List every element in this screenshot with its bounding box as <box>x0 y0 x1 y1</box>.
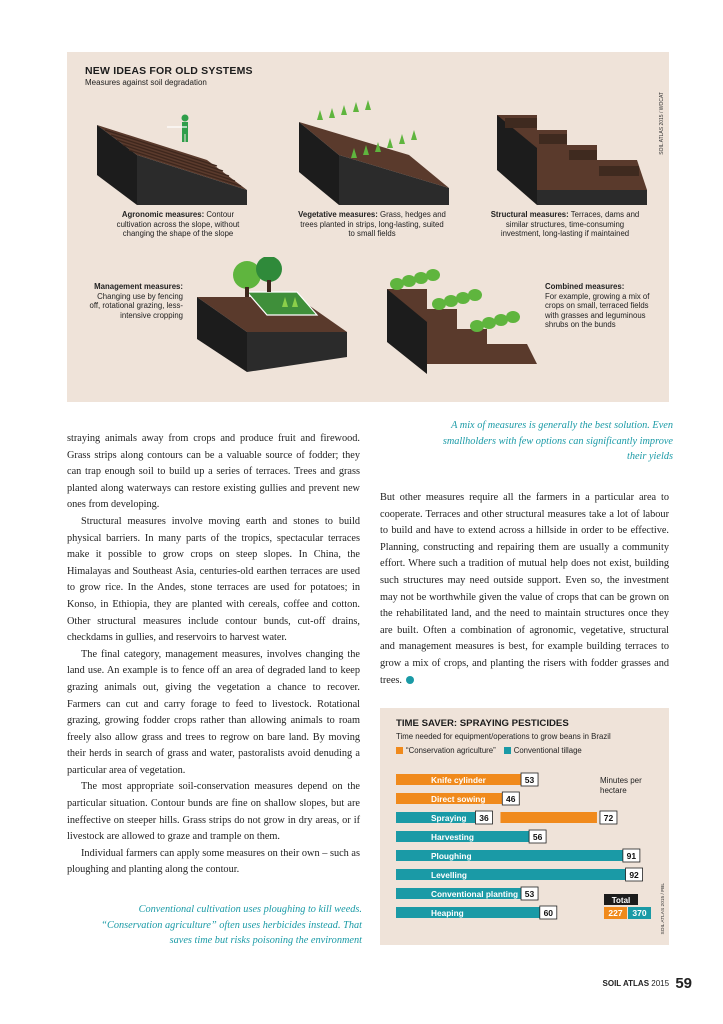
bar-conservation <box>500 812 596 823</box>
paragraph: The most appropriate soil-conservation measures depend on the particular situation. Contour bunds are fine on shallow slopes, but are ineffective on steeper hills. Grass strips do not grow in dry areas, or if livestock are allowed to graze and trample on them. <box>67 781 360 843</box>
chart-unit-label: Minutes per hectare <box>600 776 642 795</box>
caption-agronomic: Agronomic measures: Contour cultivation across the slope, without changing the shape of the slope <box>116 210 240 238</box>
paragraph: The final category, management measures, involves changing the land use. An example is to fence off an area of degraded land to keep grazing animals out, giving the vegetation a chance to recover. Farmers can cut and carry forage to feed to livestock. Rotational grazing, growing fodder crops rather than allowing animals to roam freely also allow grass and trees to regrow on bare land. By moving their herds in search of grass and water, pastoralists avoid denuding a particular area of vegetation. <box>67 648 360 776</box>
caption-management: Management measures: Changing use by fencing off, rotational grazing, less-intensive cropping <box>89 282 183 320</box>
chart-panel <box>380 708 669 945</box>
total-heading: Total <box>611 896 631 905</box>
value-label-conventional: 53 <box>524 889 535 899</box>
vegetative-illustration <box>299 100 449 205</box>
value-label-conventional: 91 <box>626 851 637 861</box>
infographic-title: NEW IDEAS FOR OLD SYSTEMS <box>85 65 253 77</box>
chart-title: TIME SAVER: SPRAYING PESTICIDES <box>396 718 569 729</box>
value-label-conventional: 92 <box>629 870 639 880</box>
total-conventional: 370 <box>632 908 647 918</box>
paragraph: straying animals away from crops and produce fruit and firewood. Grass strips along contours can be a valuable source of fodder; they can trap enough soil to build up a series of terraces. Trees and grass planted along waterways can restore existing gullies and prevent new ones from developing. <box>67 433 360 511</box>
footer-atlas: SOIL ATLAS <box>602 979 650 988</box>
legend-item-conventional: Conventional tillage <box>504 746 582 755</box>
paragraph: But other measures require all the farmers in a particular area to cooperate. Terraces and other structural measures take a lot of labour to build and have to extend across a hillside in order to be effective. Planning, constructing and repairing them are usually a community effort. Where such a tradition of mutual help does not exist, building such structures may need outside support. Even so, the investment may not be worthwhile given the value of crops that can be grown on the rehabilitated land, and the need to maintain structures once they are built. Often a combination of agronomic, vegetative, structural and management measures is best, for example building terraces to grow a mix of crops, and planting the risers with fodder grasses and trees. <box>380 492 669 686</box>
value-label-conservation: 53 <box>524 775 535 785</box>
paragraph: Structural measures involve moving earth and stones to build physical barriers. In many parts of the tropics, spectacular terraces make it possible to grow crops on steep slopes. In China, the Himalayas and Southeast Asia, centuries-old earthen terraces are used to grow rice. In the Andes, stone terraces are used for potatoes; in Konso, in Ethiopia, they are planted with cereals, coffee and cotton. Other structural measures include contour bunds, cut-off drains, checkdams in gullies, and reservoirs to harvest water. <box>67 515 360 644</box>
management-illustration <box>197 257 347 372</box>
bar-chart <box>380 708 669 945</box>
category-label: Heaping <box>431 908 464 918</box>
category-label: Harvesting <box>431 832 474 842</box>
farmer-icon <box>167 115 189 143</box>
caption-structural: Structural measures: Terraces, dams and similar structures, time-consuming investment, long-lasting if maintained <box>490 210 640 238</box>
page-number: 59 <box>675 975 692 992</box>
value-label-conservation: 72 <box>603 813 614 823</box>
value-label-conventional: 60 <box>543 908 554 918</box>
value-label-conventional: 36 <box>479 813 489 823</box>
category-label: Direct sowing <box>431 794 486 804</box>
total-conservation: 227 <box>608 908 623 918</box>
pull-quote-top: A mix of measures is generally the best solution. Even smallholders with few options can significantly improve their yields <box>442 420 673 462</box>
value-label-conventional: 56 <box>532 832 543 842</box>
agronomic-illustration <box>97 110 247 205</box>
article-right-column <box>380 490 669 689</box>
legend-item-conservation: “Conservation agriculture” <box>396 746 496 755</box>
paragraph: Individual farmers can apply some measures on their own – such as ploughing and planting along the contour. <box>67 847 360 876</box>
chart-credit: SOIL ATLAS 2015 / FBL <box>661 883 666 935</box>
category-label: Conventional planting <box>431 889 519 899</box>
article-left-column <box>67 431 360 879</box>
category-label: Levelling <box>431 870 467 880</box>
pull-quote-bottom: Conventional cultivation uses ploughing to kill weeds. “Conservation agriculture” often uses herbicides instead. That saves time but risks poisoning the environment <box>101 904 362 946</box>
category-label: Spraying <box>431 813 467 823</box>
chart-subtitle: Time needed for equipment/operations to grow beans in Brazil <box>396 732 611 741</box>
end-dot-icon <box>406 676 414 684</box>
infographic-credit: SOIL ATLAS 2015 / WOCAT <box>659 92 665 155</box>
page-footer <box>603 975 692 992</box>
bar-conventional <box>396 907 557 918</box>
category-label: Ploughing <box>431 851 472 861</box>
value-label-conservation: 46 <box>506 794 516 804</box>
infographic-subtitle: Measures against soil degradation <box>85 78 207 87</box>
caption-vegetative: Vegetative measures: Grass, hedges and trees planted in strips, long-lasting, suited to small fields <box>298 210 446 238</box>
caption-combined: Combined measures: For example, growing a mix of crops on small, terraced fields with grasses and leguminous shrubs on the bunds <box>545 282 650 329</box>
category-label: Knife cylinder <box>431 775 486 785</box>
infographic-panel <box>67 52 669 402</box>
footer-year: 2015 <box>651 979 670 988</box>
structural-illustration <box>497 110 647 205</box>
combined-illustration <box>387 264 537 374</box>
